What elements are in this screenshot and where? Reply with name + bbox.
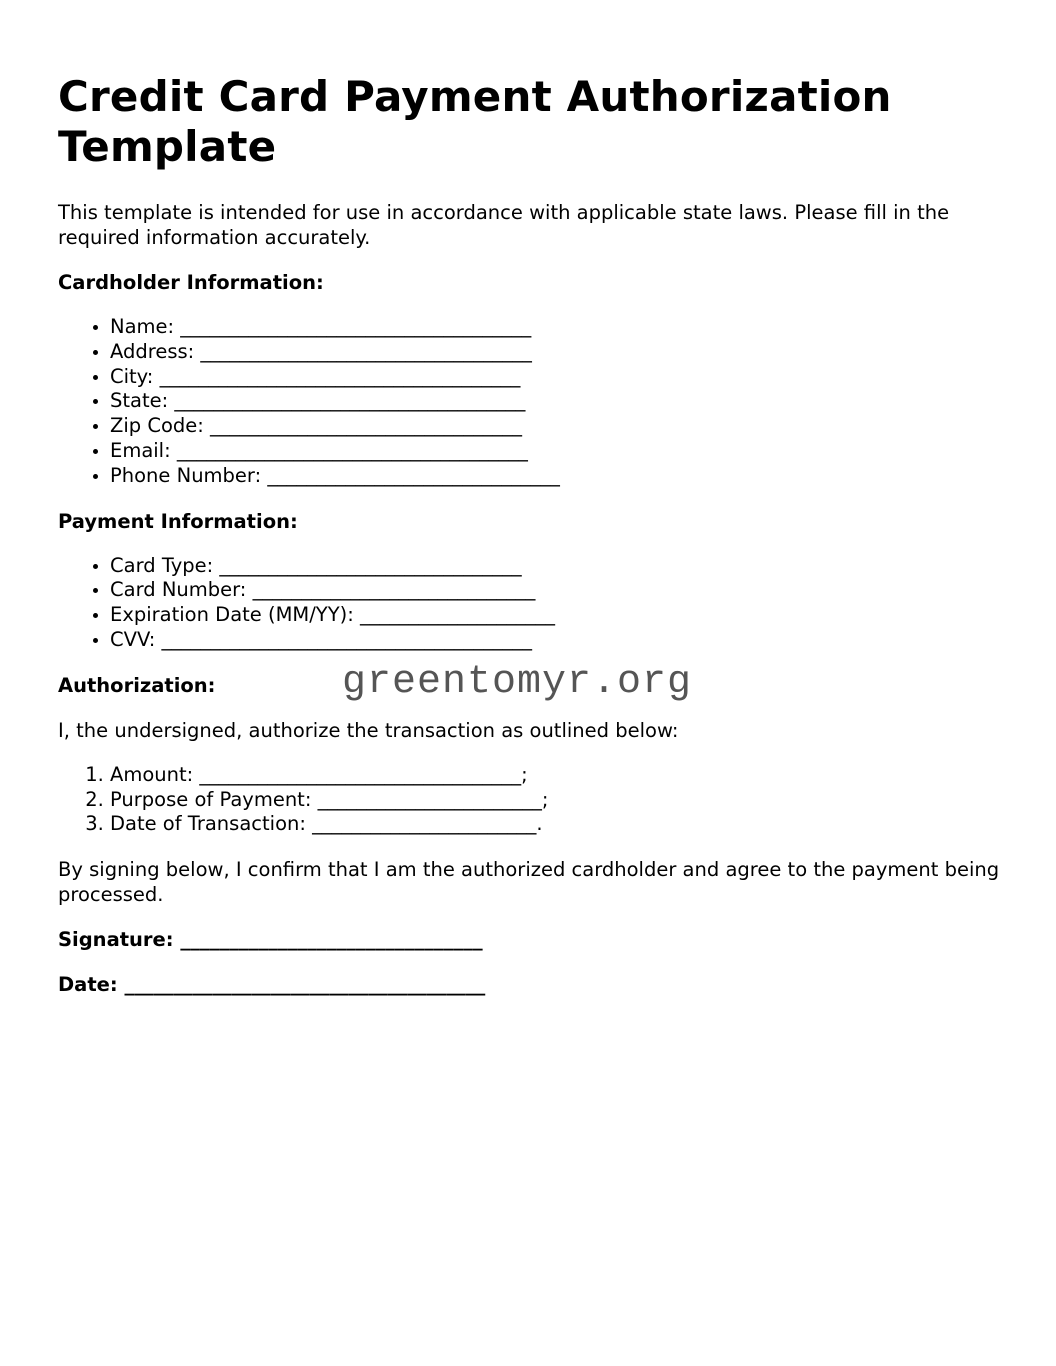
watermark: greentomyr.org [342, 659, 693, 705]
payment-list [58, 554, 1008, 653]
date-line: Date: _____________________________________ [58, 973, 486, 997]
payment-heading: Payment Information: [58, 509, 298, 533]
authorization-list [58, 763, 1008, 837]
authorization-statement: I, the undersigned, authorize the transaction as outlined below: [58, 718, 679, 742]
authorization-purpose-field: 2. Purpose of Payment: _______________________; [110, 788, 1008, 813]
authorization-row [58, 659, 1008, 705]
cardholder-zip-field: • Zip Code: ________________________________ [110, 414, 1008, 439]
cardholder-list [58, 315, 1008, 489]
cardholder-phone-field: • Phone Number: ______________________________ [110, 464, 1008, 489]
payment-expiration-field: • Expiration Date (MM/YY): ____________________ [110, 603, 1008, 628]
payment-card-type-field: • Card Type: _______________________________ [110, 554, 1008, 579]
authorization-date-field: 3. Date of Transaction: _______________________. [110, 812, 1008, 837]
cardholder-state-field: • State: ____________________________________ [110, 389, 1008, 414]
authorization-amount-field: 1. Amount: _________________________________; [110, 763, 1008, 788]
intro-paragraph: This template is intended for use in accordance with applicable state laws. Please fill in the required information accurately. [58, 201, 950, 249]
cardholder-city-field: • City: _____________________________________ [110, 365, 1008, 390]
authorization-heading: Authorization: [58, 673, 216, 697]
confirmation-paragraph: By signing below, I confirm that I am the authorized cardholder and agree to the payment being processed. [58, 858, 1000, 907]
cardholder-heading: Cardholder Information: [58, 271, 324, 294]
document-page [58, 72, 1008, 1017]
document-title: Credit Card Payment Authorization Template [58, 72, 892, 171]
payment-card-number-field: • Card Number: _____________________________ [110, 578, 1008, 603]
payment-cvv-field: • CVV: ______________________________________ [110, 628, 1008, 653]
cardholder-name-field: • Name: ____________________________________ [110, 315, 1008, 340]
cardholder-address-field: • Address: __________________________________ [110, 340, 1008, 365]
signature-line: Signature: _______________________________ [58, 928, 483, 952]
cardholder-email-field: • Email: ____________________________________ [110, 439, 1008, 464]
